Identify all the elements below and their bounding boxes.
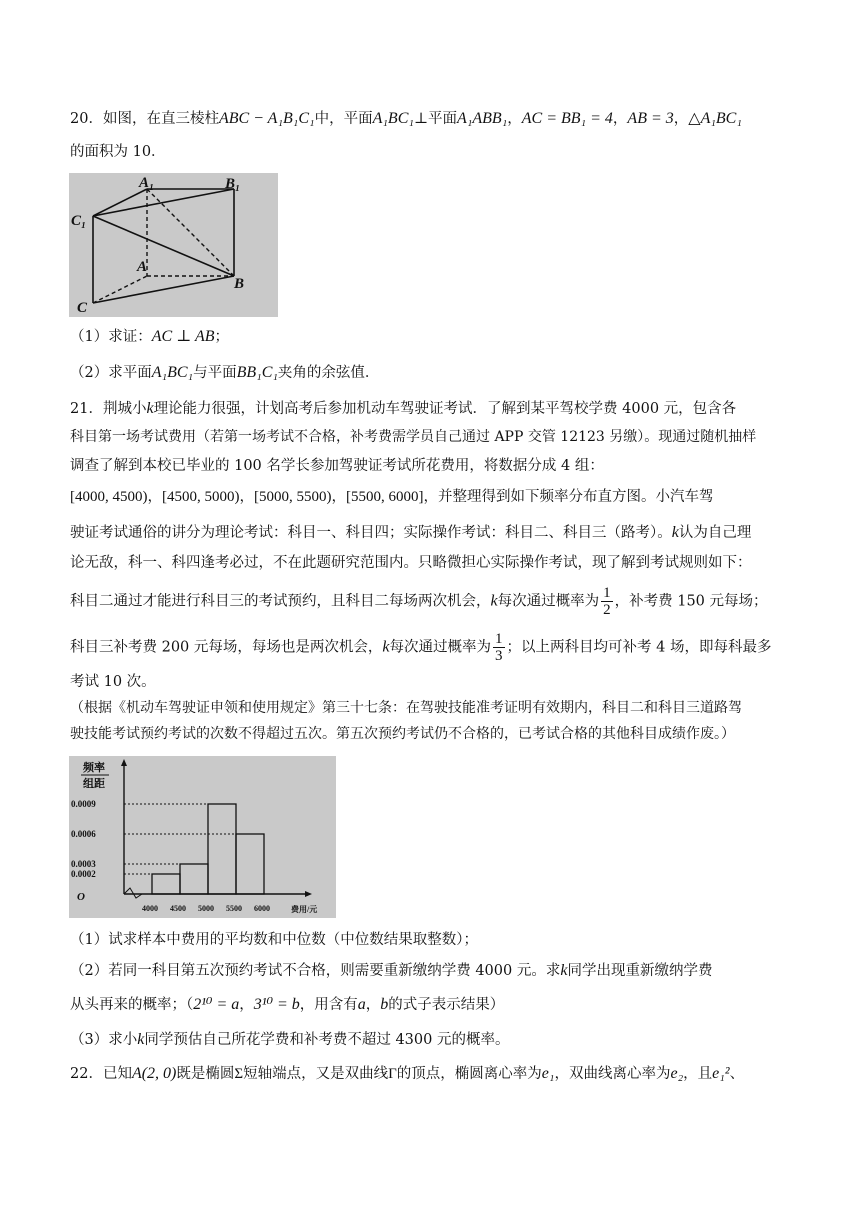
q21-sub2-line2: 从头再来的概率；（2¹⁰ = a，3¹⁰ = b，用含有a，b的式子表示结果） (70, 996, 505, 1013)
plane-a1bc1: A₁BC₁ (151, 364, 194, 381)
ylabel-top: 频率 (83, 762, 105, 774)
q21-text: 理论能力很强，计划高考后参加机动车驾驶证考试．了解到某平驾校学费 4000 元，包含各 (153, 401, 737, 417)
axis-break-mark (124, 888, 142, 898)
label-c1: C₁ (71, 213, 87, 229)
q21-sub1-text: （1）试求样本中费用的平均数和中位数（中位数结果取整数）； (70, 932, 478, 948)
frac-num: 1 (603, 585, 611, 601)
histogram-bar (152, 874, 180, 894)
perp-symbol: ⊥ (413, 111, 429, 127)
ellipse-sigma: Σ (234, 1066, 244, 1082)
q21-note1 (70, 697, 800, 719)
q21-line4: [4000, 4500)，[4500, 5000)，[5000, 5500)，[5500, 6000]，并整理得到如下频率分布直方图。小汽车驾 (70, 489, 714, 505)
fraction-one-half (601, 585, 613, 618)
var-e2: e₂ (670, 1065, 684, 1082)
q21-text: 科目三补考费 200 元每场，每场也是两次机会， (70, 639, 383, 656)
q21-line6 (70, 552, 800, 574)
ac-perp-ab: AC ⊥ AB (151, 328, 215, 345)
x-axis-arrow (305, 891, 312, 897)
fraction-one-third (493, 631, 505, 664)
q21-line2 (70, 426, 800, 448)
q20-sub1 (70, 326, 800, 348)
x-tick-label: 5000 (198, 904, 214, 913)
y-axis-arrow (121, 759, 127, 766)
var-e1: e₁ (541, 1065, 555, 1082)
q22-text: ，且 (683, 1066, 713, 1082)
q21-line8 (70, 631, 800, 664)
q21-line1 (70, 398, 800, 420)
q22-text: 22．已知 (70, 1066, 132, 1082)
q21-text: 科目第一场考试费用（若第一场考试不合格，补考费需学员自己通过 APP 交管 12123 另缴）。现通过随机抽样 (70, 429, 757, 445)
q21-text: 科目二通过才能进行科目三的考试预约，且科目二每场两次机会， (70, 593, 491, 610)
x-tick-label: 5500 (226, 904, 242, 913)
y-tick-label: 0.0002 (71, 869, 96, 879)
q21-text: 每次通过概率为 (389, 639, 492, 656)
triangle-a1bc1: △A₁BC₁ (688, 110, 742, 127)
pow-2-10: 2¹⁰ = a (193, 996, 240, 1013)
q20-sub2-text: 与平面 (193, 365, 237, 381)
interval-3: [5000, 5500) (254, 489, 332, 505)
q21-text: 考试 10 次。 (70, 674, 156, 690)
q21-text: 调查了解到本校已毕业的 100 名学长参加驾驶证考试所花费用，将数据分成 4 组： (70, 458, 604, 474)
q22-line1 (70, 1063, 800, 1085)
label-c: C (77, 300, 88, 316)
y-tick-label: 0.0009 (71, 799, 96, 809)
y-tick-label: 0.0006 (71, 829, 96, 839)
q22-text: 短轴端点，又是双曲线 (243, 1066, 389, 1082)
label-a: A (137, 259, 148, 275)
q21-sub2-text: 从头再来的概率；（ (70, 997, 194, 1013)
q21-sub1 (70, 929, 800, 951)
q20-sub2 (70, 362, 800, 384)
condition-ab: AB = 3 (627, 110, 674, 127)
frac-den: 3 (495, 648, 503, 664)
q20-text: 20．如图，在直三棱柱 (70, 111, 219, 127)
q20-line1: 20．如图，在直三棱柱ABC − A₁B₁C₁中，平面A₁BC₁⊥平面A₁ABB₁，AC = BB₁ = 4，AB = 3，△A₁BC₁ (70, 110, 742, 127)
interval-2: [4500, 5000) (162, 489, 240, 505)
condition-ac-bb1: AC = BB₁ = 4 (521, 110, 613, 127)
q20-sub1-text: （1）求证： (70, 329, 152, 345)
var-e1-squared: e₁² (712, 1065, 730, 1082)
q20-text: 的面积为 10． (70, 144, 166, 160)
ylabel-bottom: 组距 (83, 778, 105, 790)
interval-1: [4000, 4500) (70, 489, 148, 505)
q21-text: 驶证考试通俗的讲分为理论考试：科目一、科目四；实际操作考试：科目二、科目三（路考）。 (70, 525, 672, 541)
var-b: b (380, 996, 389, 1013)
point-a: A(2, 0) (131, 1065, 177, 1082)
q21-text: 论无敌，科一、科四逢考必过，不在此题研究范围内。只略微担心实际操作考试，现了解到考试规则如下： (70, 555, 752, 571)
histogram-bar (180, 864, 208, 894)
frac-num: 1 (495, 631, 503, 647)
y-tick-label: 0.0003 (71, 859, 96, 869)
label-a1: A₁ (139, 175, 155, 191)
xlabel: 费用/元 (291, 905, 318, 914)
q21-text: ；以上两科目均可补考 4 场，即每科最多 (506, 639, 772, 656)
q21-text: ，并整理得到如下频率分布直方图。小汽车驾 (423, 489, 714, 505)
var-k: k (137, 1031, 145, 1048)
interval-4: [5500, 6000] (346, 489, 424, 505)
q21-sub2-text: 的式子表示结果） (388, 997, 505, 1013)
x-tick-label: 4500 (170, 904, 186, 913)
x-tick-label: 4000 (142, 904, 158, 913)
q21-line3 (70, 455, 800, 477)
q21-text: 21．荆城小 (70, 401, 147, 417)
var-k: k (382, 638, 390, 656)
q21-line5 (70, 522, 800, 544)
q20-line2 (70, 141, 800, 163)
label-b1: B₁ (225, 176, 241, 192)
q21-sub2-text: ，用含有 (299, 997, 358, 1013)
q22-text: 的顶点，椭圆离心率为 (396, 1066, 542, 1082)
q21-sub2-text: 同学出现重新缴纳学费 (567, 963, 713, 979)
var-k: k (671, 524, 679, 541)
q21-sub3 (70, 1029, 800, 1051)
q21-note-text: （根据《机动车驾驶证申领和使用规定》第三十七条：在驾驶技能准考证明有效期内，科目二和科目三道路驾 (70, 700, 742, 716)
q21-note2 (70, 723, 800, 745)
q21-sub2-line1 (70, 960, 800, 982)
var-k: k (146, 400, 154, 417)
q21-sub2-text: （2）若同一科目第五次预约考试不合格，则需要重新缴纳学费 4000 元。求 (70, 963, 561, 979)
q21-line9 (70, 671, 800, 693)
q20-text: 平面 (428, 111, 458, 127)
var-k: k (560, 962, 568, 979)
x-tick-label: 6000 (254, 904, 270, 913)
q22-text: 既是椭圆 (176, 1066, 235, 1082)
plane-bb1c1: BB₁C₁ (236, 364, 278, 381)
q21-note-text: 驶技能考试预约考试的次数不得超过五次。第五次预约考试仍不合格的，已考试合格的其他科目成绩作废。） (70, 726, 735, 742)
histogram-chart (69, 756, 336, 918)
q21-text: ，补考费 150 元每场； (614, 593, 768, 610)
frac-den: 2 (603, 602, 611, 618)
hyperbola-gamma: Γ (388, 1066, 397, 1082)
label-b: B (234, 276, 245, 292)
q21-line7 (70, 585, 800, 618)
var-k: k (490, 592, 498, 610)
histogram-bar (236, 834, 264, 894)
prism-figure (69, 173, 278, 317)
q22-text: ，双曲线离心率为 (554, 1066, 671, 1082)
q21-text: 每次通过概率为 (497, 593, 600, 610)
var-a: a (357, 996, 366, 1013)
histogram-bar (208, 804, 236, 894)
prism-name: ABC − A₁B₁C₁ (218, 110, 315, 127)
origin-label: O (77, 891, 85, 903)
histogram-figure (69, 756, 336, 918)
plane-a1abb1: A₁ABB₁ (457, 110, 508, 127)
q20-sub2-text: 夹角的余弦值． (277, 365, 380, 381)
q20-sub1-text: ； (214, 329, 229, 345)
pow-3-10: 3¹⁰ = b (253, 996, 300, 1013)
q20-sub2-text: （2）求平面 (70, 365, 152, 381)
q20-text: 中，平面 (314, 111, 373, 127)
q21-text: 认为自己理 (678, 525, 752, 541)
q21-sub3-text: 同学预估自己所花学费和补考费不超过 4300 元的概率。 (144, 1032, 510, 1048)
q21-sub3-text: （3）求小 (70, 1032, 138, 1048)
q22-text: 、 (729, 1066, 745, 1082)
plane-a1bc1: A₁BC₁ (372, 110, 414, 127)
